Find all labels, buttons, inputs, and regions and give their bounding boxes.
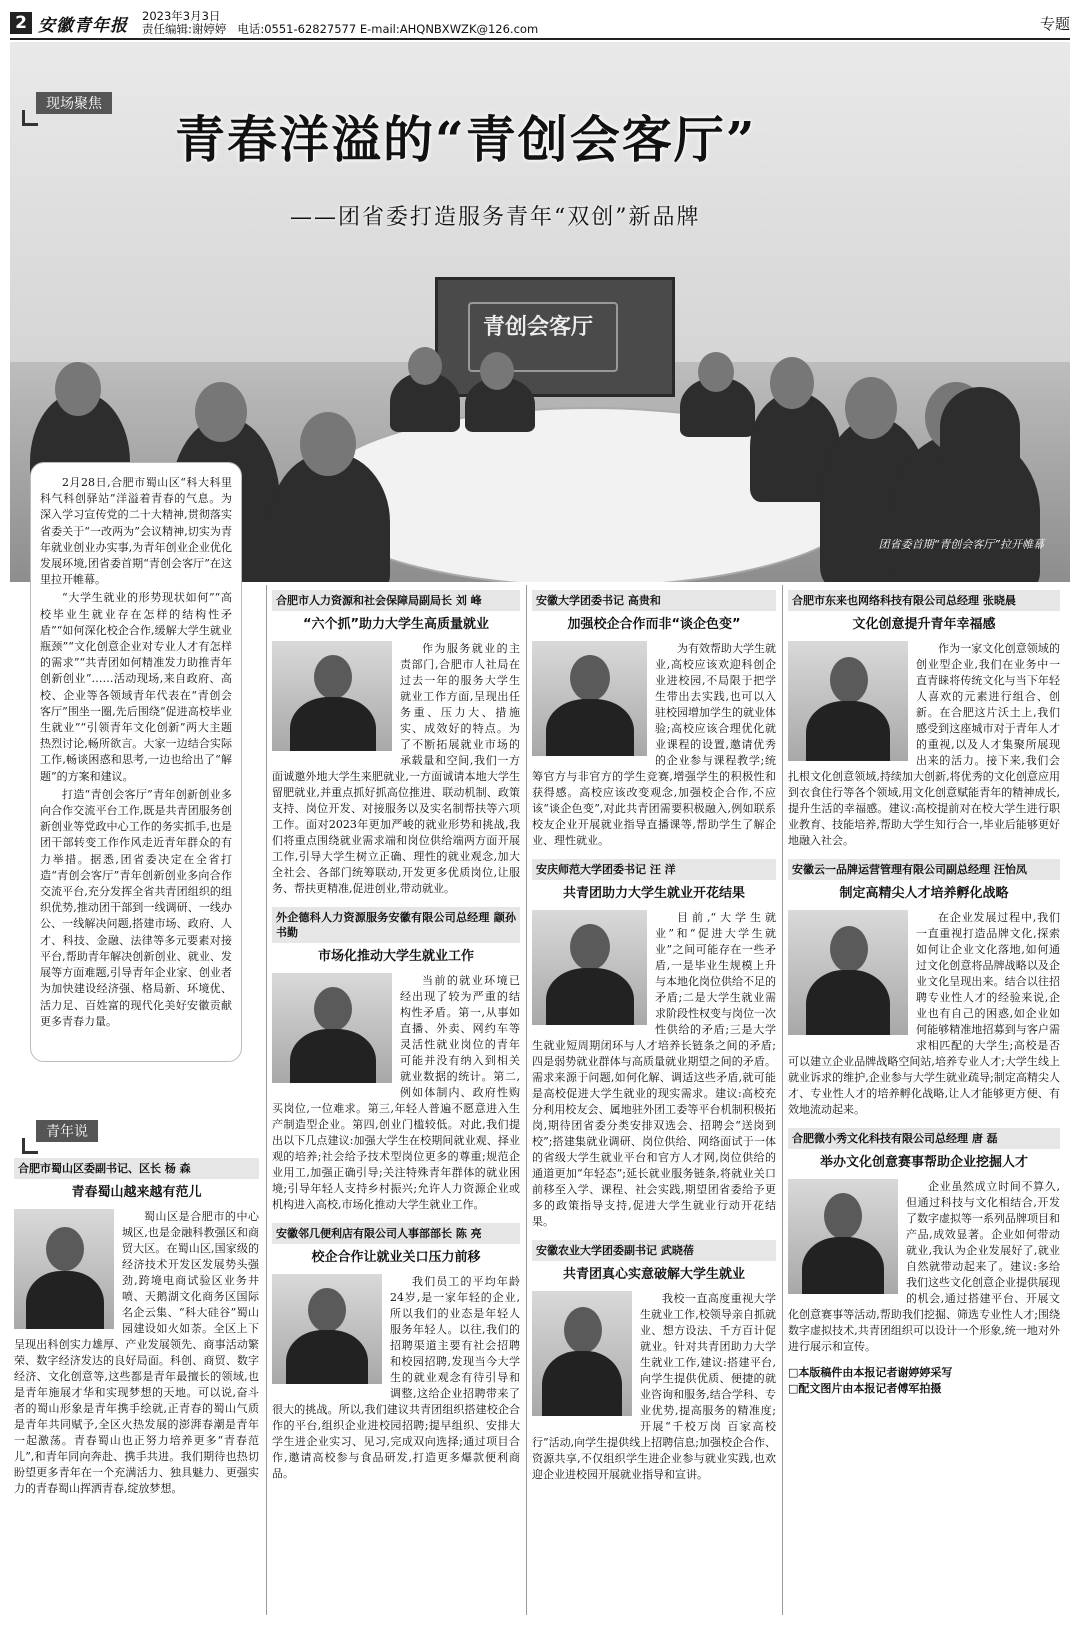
article-title: 市场化推动大学生就业工作 bbox=[317, 949, 474, 964]
article-body: 企业虽然成立时间不算久,但通过科技与文化相结合,开发了数字虚拟等一系列品牌项目和产品,成效显著。企业如何带动就业,我认为企业发展好了,就业自然就带动起来了。建议:多给我们这些文化创意企业提供展现的机会,通过搭建平台、开展文化创意赛事等活动,帮助我们挖掘、筛选专业性人才;围绕数字虚拟技术,共青团组织可以设计一个形象,统一地对外进行展示和宣传。 bbox=[788, 1180, 1060, 1353]
article-body: 在企业发展过程中,我们一直重视打造品牌文化,探索如何让企业文化落地,如何通过文化创意将品牌战略以及企业文化呈现出来。结合以往招聘专业性人才的经验来说,企业也有自己的困惑,如企业如何能够精准地招募到与客户需求相匹配的大学生;高校是否可以建立企业品牌战略空间站,培养专业人才;大学生线上就业诉求的维护,企业参与大学生就业疏导;制定高精尖人才、专业性人才的培养孵化战略,让人才能够更方便、有效地流动起来。 bbox=[788, 911, 1060, 1116]
section-name: 专题 bbox=[1039, 14, 1070, 33]
article bbox=[788, 590, 1060, 849]
subheadline: ——团省委打造服务青年“双创”新品牌 bbox=[290, 205, 701, 230]
screen-brand: 青创会客厅 bbox=[483, 315, 594, 340]
section-tag-scene: 现场聚焦 bbox=[36, 92, 112, 114]
speaker-line: 安徽云一品牌运营管理有限公司副总经理 汪怡凤 bbox=[788, 859, 1060, 880]
masthead bbox=[10, 10, 1070, 36]
speaker-line: 安徽农业大学团委副书记 武晓蓓 bbox=[532, 1240, 776, 1261]
article-body: 蜀山区是合肥市的中心城区,也是金融科教强区和商贸大区。在蜀山区,国家级的经济技术开发区发展势头强劲,跨境电商试验区业务井喷、天鹅湖文化商务区国际名企云集、“科大硅谷”蜀山园建设如火如荼。全区上下呈现出科创实力雄厚、产业发展领先、商事活动繁荣、数字经济发达的良好局面。科创、商贸、数字经济、文化创意等,这些都是青年最擅长的领域,也是青年施展才华和实现梦想的天地。可以说,奋斗者的蜀山形象是青年携手绘就,正青春的蜀山气质是青年共同赋予,全区火热发展的澎湃春潮是青年一起激荡。青春蜀山也正努力培养更多“青春范儿”,和青年同向奔赴、携手共进。我们期待也热切盼望更多青年在一个充满活力、独具魅力、更强实力的青春蜀山挥洒青春,绽放梦想。 bbox=[14, 1210, 259, 1495]
photo-head bbox=[698, 352, 734, 392]
photo-head bbox=[300, 412, 356, 476]
article-body: 作为一家文化创意领域的创业型企业,我们在业务中一直青睐将传统文化与当下年轻人喜欢的元素进行组合、创新。在合肥这片沃土上,我们感受到这座城市对于青年人才的重视,以及人才集聚所展现出来的活力。接下来,我们会扎根文化创意领域,持续加大创新,将优秀的文化创意应用到衣食住行等各个领域,用文化创意赋能青年的精神成长,提升生活的幸福感。建议:高校提前对在校大学生进行职业教育、技能培养,帮助大学生知行合一,毕业后能够更好地融入社会。 bbox=[788, 642, 1060, 847]
page-number: 2 bbox=[10, 12, 32, 34]
intro-box bbox=[30, 462, 242, 1062]
speaker-line: 外企德科人力资源服务安徽有限公司总经理 颛孙书勤 bbox=[272, 907, 520, 943]
speaker-portrait bbox=[272, 1274, 382, 1384]
speaker-line: 合肥市人力资源和社会保障局副局长 刘 峰 bbox=[272, 590, 520, 611]
article-title: 加强校企合作而非“谈企色变” bbox=[567, 617, 741, 632]
article bbox=[532, 859, 776, 1230]
article-title: 文化创意提升青年幸福感 bbox=[852, 617, 996, 632]
article-body: 作为服务就业的主责部门,合肥市人社局在过去一年的服务大学生就业工作方面,呈现出任务重、压力大、措施实、成效好的特点。为了不断拓展就业市场的承载量和空间,我们一方面诚邀外地大学生来肥就业,一方面诚请本地大学生留肥就业,并重点抓好抓高位推进、联动机制、政策支持、岗位开发、对接服务以及实名制帮扶等六项工作。面对2023年更加严峻的就业形势和挑战,我们将重点围绕就业需求端和岗位供给端两方面开展工作,引导大学生树立正确、理性的就业观念,加大全社会、各部门统筹联动,开发更多优质岗位,让服务、帮扶更精准,促进创业,带动就业。 bbox=[272, 642, 520, 895]
article-column bbox=[532, 590, 776, 1493]
article-column bbox=[272, 590, 520, 1492]
editor-credit: 责任编辑:谢婷婷 bbox=[142, 22, 227, 36]
intro-paragraph: 2月28日,合肥市蜀山区“科大科里科气科创驿站”洋溢着青春的气息。为深入学习宣传党的二十大精神,贯彻落实省委关于“一改两为”会议精神,切实为青年就业创业办实事,为青年创业企业优化发展环境,团省委首期“青创会客厅”在这里拉开帷幕。 bbox=[40, 476, 232, 587]
column-rule bbox=[526, 585, 527, 1615]
credit-line: □本版稿件由本报记者谢婷婷采写 bbox=[788, 1366, 953, 1379]
speaker-portrait bbox=[532, 1291, 632, 1416]
article-title: 制定高精尖人才培养孵化战略 bbox=[839, 886, 1009, 901]
speaker-line: 安徽大学团委书记 高贵和 bbox=[532, 590, 776, 611]
article bbox=[272, 590, 520, 897]
article-column bbox=[788, 590, 1060, 1397]
section-tag-youth: 青年说 bbox=[36, 1120, 98, 1142]
column-rule bbox=[266, 585, 267, 1615]
speaker-portrait bbox=[788, 910, 908, 1035]
speaker-portrait bbox=[14, 1209, 114, 1329]
article-body: 我校一直高度重视大学生就业工作,校领导亲自抓就业、想方设法、千方百计促就业。针对共青团助力大学生就业工作,建议:搭建平台,向学生提供优质、便捷的就业咨询和服务,结合学科、专业优势,提高服务的精准度;开展“千校万岗 百家高校行”活动,向学生提供线上招聘信息;加强校企合作、资源共享,不仅组织学生进企业参与就业实践,也欢迎企业进校园开展就业指导和宣讲。 bbox=[532, 1292, 776, 1481]
column-rule bbox=[782, 585, 783, 1615]
speaker-line: 合肥市东来也网络科技有限公司总经理 张晓晨 bbox=[788, 590, 1060, 611]
credit-line: □配文图片由本报记者傅军拍摄 bbox=[788, 1382, 942, 1395]
photo-head bbox=[770, 357, 814, 409]
youth-voice-column bbox=[14, 1158, 259, 1497]
speaker-portrait bbox=[532, 910, 647, 1025]
article-title: “六个抓”助力大学生高质量就业 bbox=[302, 617, 490, 632]
article-title: 共青团助力大学生就业开花结果 bbox=[562, 886, 745, 901]
headline: 青春洋溢的“青创会客厅” bbox=[175, 110, 757, 169]
article bbox=[532, 590, 776, 849]
intro-paragraph: 打造“青创会客厅”青年创新创业多向合作交流平台工作,既是共青团服务创新创业等党政中心工作的务实抓手,也是团干部转变工作作风走近青年群众的有力举措。据悉,团省委决定在全省打造“青创会客厅”青年创新创业多向合作交流平台,充分发挥全省共青团组织的组织优势,推动团干部到一线调研、一线办公、一线解决问题,搭建市场、政府、人才、科技、金融、法律等多元要素对接平台,帮助青年解决创新创业、就业、发展等方面难题,引导青年企业家、创业者为加快建设经济强、格局新、环境优、活力足、百姓富的现代化美好安徽贡献更多青春力量。 bbox=[40, 787, 232, 1028]
photo-screen bbox=[435, 277, 675, 397]
speaker-line: 合肥市蜀山区委副书记、区长 杨 森 bbox=[14, 1158, 259, 1179]
article-body: 为有效帮助大学生就业,高校应该欢迎科创企业进校园,不局限于把学生带出去实践,也可以入驻校园增加学生的就业体验;高校应该合理优化就业课程的设置,邀请优秀的企业参与课程教学;统筹官方与非官方的学生竞赛,增强学生的积极性和获得感。高校应该改变观念,加强校企合作,不应该“谈企色变”,对此共青团需要积极融入,例如联系校友企业开展就业指导直播课等,帮助学生了解企业、理性就业。 bbox=[532, 642, 776, 847]
issue-date: 2023年3月3日 bbox=[142, 9, 221, 23]
article-title: 共青团真心实意破解大学生就业 bbox=[562, 1267, 745, 1282]
article-body: 目前,“大学生就业”和“促进大学生就业”之间可能存在一些矛盾,一是毕业生规模上升与本地化岗位供给不足的矛盾;二是大学生就业需求阶段性权变与岗位一次性供给的矛盾;三是大学生就业短周期闭环与人才培养长链条之间的矛盾;四是弱势就业群体与高质量就业期望之间的矛盾。需求来源于问题,如何化解、调适这些矛盾,就可能是高校促进大学生就业的现实需求。建议:高校充分利用校友会、属地驻外团工委等平台机制积极拓岗,期待团省委分类安排双选会、招聘会“送岗到校”;搭建集就业调研、岗位供给、网络面试于一体的省级大学生就业平台和官方人才网,岗位供给的通道更加“年轻态”;延长就业服务链条,将就业关口前移至入学、课程、社会实践,期望团省委给予更多的政策指导支持,促进大学生就业行动开花结果。 bbox=[532, 911, 776, 1228]
speaker-portrait bbox=[788, 1179, 898, 1294]
article bbox=[532, 1240, 776, 1483]
speaker-portrait bbox=[272, 973, 392, 1083]
photo-person bbox=[940, 387, 1020, 467]
speaker-portrait bbox=[272, 641, 392, 751]
credits bbox=[788, 1365, 1060, 1397]
article-title: 青春蜀山越来越有范儿 bbox=[71, 1185, 202, 1200]
masthead-rule bbox=[10, 38, 1070, 40]
article-body: 我们员工的平均年龄24岁,是一家年轻的企业,所以我们的业态是年轻人服务年轻人。以往,我们的招聘渠道主要有社会招聘和校园招聘,发现当今大学生的就业观念有待引导和调整,这给企业招聘带来了很大的挑战。所以,我们建议共青团组织搭建校企合作的平台,组织企业进校园招聘;提早组织、安排大学生进企业实习、见习,完成双向选择;通过项目合作,邀请高校参与食品研发,打造更多爆款便利商品。 bbox=[272, 1275, 520, 1480]
photo-head bbox=[845, 377, 897, 439]
article-body: 当前的就业环境已经出现了较为严重的结构性矛盾。第一,从事如直播、外卖、网约车等灵活性就业岗位的青年可能并没有纳入到相关就业数据的统计。第二,例如体制内、政府性购买岗位,一位难求。第三,年轻人普遍不愿意进入生产制造型企业。第四,创业门槛较低。对此,我们提出以下几点建议:加强大学生在校期间就业观、择业观的培养;社会给予技术型岗位更多的尊重;规范企业用工,加强正确引导;关注特殊青年群体的就业困境;引导年轻人支持乡村振兴;允许人力资源企业或机构进入高校,市场化推动大学生就业工作。 bbox=[272, 974, 520, 1211]
speaker-line: 合肥微小秀文化科技有限公司总经理 唐 磊 bbox=[788, 1128, 1060, 1149]
article bbox=[272, 1223, 520, 1482]
photo-caption: 团省委首期“青创会客厅”拉开帷幕 bbox=[878, 538, 1044, 551]
photo-head bbox=[195, 382, 247, 442]
photo-head bbox=[55, 362, 101, 416]
masthead-info bbox=[142, 10, 538, 36]
speaker-line: 安徽邻几便利店有限公司人事部部长 陈 亮 bbox=[272, 1223, 520, 1244]
article bbox=[788, 859, 1060, 1118]
article-title: 校企合作让就业关口压力前移 bbox=[311, 1250, 481, 1265]
photo-head bbox=[408, 347, 442, 385]
article-title: 举办文化创意赛事帮助企业挖掘人才 bbox=[819, 1155, 1028, 1170]
paper-name: 安徽青年报 bbox=[38, 15, 128, 36]
intro-paragraph: “大学生就业的形势现状如何”“高校毕业生就业存在怎样的结构性矛盾”“如何深化校企合作,缓解大学生就业瓶颈”“文化创意企业对专业人才有怎样的需求”“共青团如何精准发力助推青年创新创业”……活动现场,来自政府、高校、企业等各领域青年代表在“青创会客厅”围坐一圈,先后围绕“促进高校毕业生就业”“引领青年文化创新”两大主题热烈讨论,畅所欲言。大家一边结合实际工作,畅谈困惑和思考,一边也给出了“解题”的方案和建议。 bbox=[40, 591, 232, 783]
article bbox=[272, 907, 520, 1213]
speaker-line: 安庆师范大学团委书记 汪 洋 bbox=[532, 859, 776, 880]
article bbox=[788, 1128, 1060, 1355]
contact-info: 电话:0551-62827577 E-mail:AHQNBXWZK@126.com bbox=[237, 22, 539, 36]
photo-head bbox=[480, 352, 514, 390]
speaker-portrait bbox=[532, 641, 647, 756]
speaker-portrait bbox=[788, 641, 908, 761]
